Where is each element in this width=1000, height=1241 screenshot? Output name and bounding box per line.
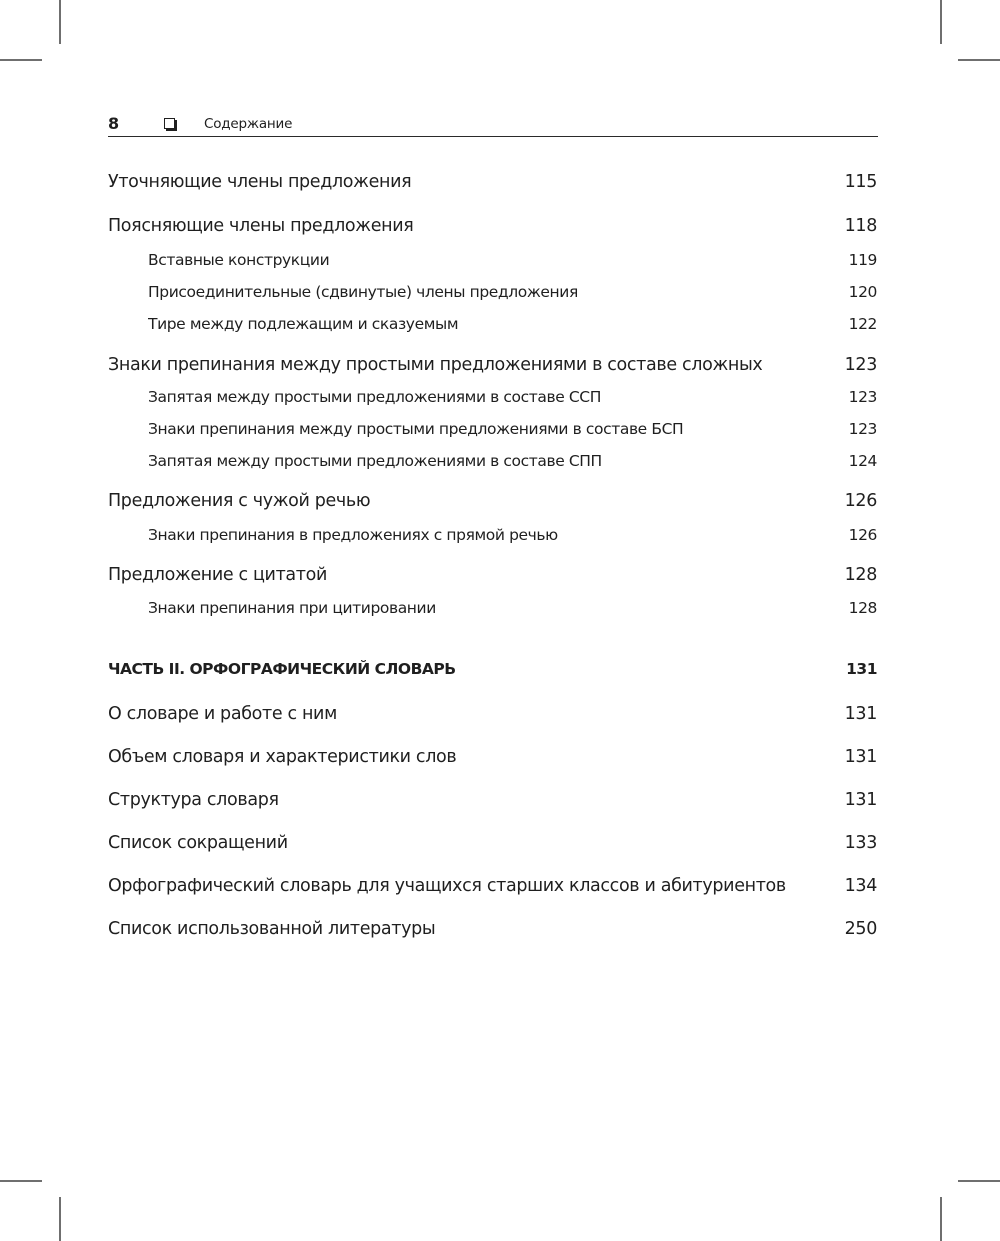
toc-subentry[interactable] — [148, 251, 877, 275]
page-number: 8 — [108, 114, 120, 133]
toc-entry[interactable] — [108, 491, 877, 517]
toc-entry-page: 123 — [848, 420, 877, 438]
toc-entry-page: 128 — [848, 599, 877, 617]
toc-entry[interactable] — [108, 747, 877, 773]
toc-entry-page: 250 — [844, 919, 877, 939]
toc-entry-page: 131 — [844, 704, 877, 724]
toc-entry-title: Предложение с цитатой — [108, 565, 328, 585]
toc-entry-page: 134 — [844, 876, 877, 896]
toc-entry-page: 124 — [848, 452, 877, 470]
toc-entry-page: 119 — [848, 251, 877, 269]
toc-entry-title: ЧАСТЬ II. ОРФОГРАФИЧЕСКИЙ СЛОВАРЬ — [108, 660, 456, 678]
toc-entry-page: 120 — [848, 283, 877, 301]
toc-entry[interactable] — [108, 704, 877, 730]
toc-entry-page: 131 — [846, 660, 877, 678]
toc-entry-page: 131 — [844, 747, 877, 767]
toc-entry-title: Список сокращений — [108, 833, 288, 853]
toc-entry[interactable] — [108, 833, 877, 859]
toc-entry-page: 118 — [844, 216, 877, 236]
toc-entry[interactable] — [108, 876, 877, 902]
header-title: Содержание — [204, 116, 293, 132]
toc-entry-page: 126 — [844, 491, 877, 511]
toc-part-heading[interactable] — [108, 660, 877, 684]
toc-entry[interactable] — [108, 172, 877, 198]
toc-entry-title: Структура словаря — [108, 790, 279, 810]
toc-entry-title: Предложения с чужой речью — [108, 491, 371, 511]
toc-subentry[interactable] — [148, 526, 877, 550]
toc-entry[interactable] — [108, 790, 877, 816]
toc-entry-page: 123 — [844, 355, 877, 375]
toc-entry-title: Уточняющие члены предложения — [108, 172, 412, 192]
toc-entry-page: 128 — [844, 565, 877, 585]
toc-entry-page: 115 — [844, 172, 877, 192]
toc-subentry[interactable] — [148, 599, 877, 623]
toc-subentry[interactable] — [148, 420, 877, 444]
toc-entry[interactable] — [108, 355, 877, 381]
toc-entry-page: 123 — [848, 388, 877, 406]
toc-entry-title: Тире между подлежащим и сказуемым — [148, 315, 459, 333]
toc-entry-title: Знаки препинания при цитировании — [148, 599, 436, 617]
toc-subentry[interactable] — [148, 283, 877, 307]
toc-entry-title: Знаки препинания между простыми предложениями в составе БСП — [148, 420, 684, 438]
toc-entry-title: Запятая между простыми предложениями в составе СПП — [148, 452, 602, 470]
toc-entry-title: Поясняющие члены предложения — [108, 216, 414, 236]
toc-entry-page: 126 — [848, 526, 877, 544]
toc-entry[interactable] — [108, 216, 877, 242]
toc-entry-title: Вставные конструкции — [148, 251, 330, 269]
toc-entry[interactable] — [108, 565, 877, 591]
toc-entry-title: Присоединительные (сдвинутые) члены предложения — [148, 283, 578, 301]
toc-entry-page: 131 — [844, 790, 877, 810]
toc-entry-title: Объем словаря и характеристики слов — [108, 747, 457, 767]
toc-entry-title: Знаки препинания между простыми предложениями в составе сложных — [108, 355, 763, 375]
toc-subentry[interactable] — [148, 315, 877, 339]
toc-entry-title: Знаки препинания в предложениях с прямой речью — [148, 526, 558, 544]
toc-subentry[interactable] — [148, 452, 877, 476]
toc-entry-page: 133 — [844, 833, 877, 853]
toc-entry-title: Запятая между простыми предложениями в составе ССП — [148, 388, 601, 406]
toc-entry-title: Орфографический словарь для учащихся старших классов и абитуриентов — [108, 876, 786, 896]
toc-entry-title: О словаре и работе с ним — [108, 704, 337, 724]
toc-entry-page: 122 — [848, 315, 877, 333]
toc-entry-title: Список использованной литературы — [108, 919, 436, 939]
toc-entry[interactable] — [108, 919, 877, 945]
toc-subentry[interactable] — [148, 388, 877, 412]
